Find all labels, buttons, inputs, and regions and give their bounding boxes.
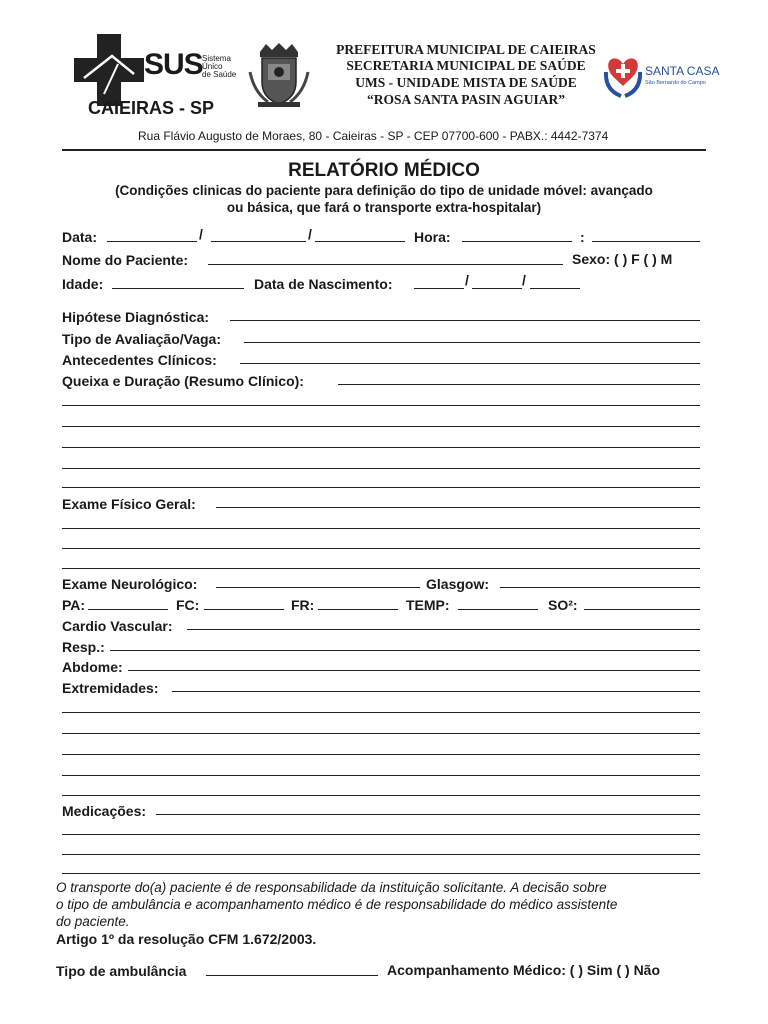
field-exame-fisico-geral[interactable] — [216, 507, 700, 508]
label-temp: TEMP: — [406, 597, 450, 613]
field-antecedentes-clinicos[interactable] — [240, 363, 700, 364]
field-hipotese-diagnostica[interactable] — [230, 320, 700, 321]
label-data-nascimento: Data de Nascimento: — [254, 276, 393, 292]
city-label: CAIEIRAS - SP — [88, 98, 215, 118]
subtitle-line-2: ou básica, que fará o transporte extra-hospitalar) — [226, 200, 542, 215]
hora-colon: : — [580, 229, 585, 245]
queixa-line[interactable] — [62, 487, 700, 488]
slash-4: / — [522, 272, 526, 288]
label-tipo-ambulancia: Tipo de ambulância — [56, 963, 187, 979]
label-hipotese-diagnostica: Hipótese Diagnóstica: — [62, 309, 210, 325]
field-pa[interactable] — [88, 609, 168, 610]
field-nascimento-month[interactable] — [472, 288, 522, 289]
field-idade[interactable] — [112, 288, 244, 289]
label-hora: Hora: — [414, 229, 451, 245]
field-fr[interactable] — [318, 609, 398, 610]
footer-note-line-2: o tipo de ambulância e acompanhamento médico é de responsabilidade do médico assistente — [56, 897, 618, 912]
label-nome-paciente: Nome do Paciente: — [62, 252, 189, 268]
address-line: Rua Flávio Augusto de Moraes, 80 - Caieiras - SP - CEP 07700-600 - PABX.: 4442-7374 — [138, 129, 609, 143]
label-cardio-vascular: Cardio Vascular: — [62, 618, 173, 634]
sus-text: SUS — [144, 48, 203, 81]
label-so2: SO²: — [548, 597, 578, 613]
queixa-line[interactable] — [62, 405, 700, 406]
label-extremidades: Extremidades: — [62, 680, 159, 696]
field-cardio-vascular[interactable] — [187, 629, 700, 630]
field-tipo-avaliacao[interactable] — [244, 342, 700, 343]
municipal-coat-of-arms — [246, 42, 312, 108]
medicacoes-line[interactable] — [62, 854, 700, 855]
field-extremidades[interactable] — [172, 691, 700, 692]
santa-casa-logo — [603, 52, 643, 98]
institution-line-3: UMS - UNIDADE MISTA DE SAÚDE — [355, 75, 577, 90]
artigo-resolucao: Artigo 1º da resolução CFM 1.672/2003. — [56, 931, 317, 947]
institution-line-4: “ROSA SANTA PASIN AGUIAR” — [367, 92, 565, 107]
label-sexo[interactable]: Sexo: ( ) F ( ) M — [572, 251, 673, 267]
label-abdome: Abdome: — [62, 659, 123, 675]
heart-hands-icon — [603, 52, 643, 98]
subtitle-line-1: (Condições clinicas do paciente para definição do tipo de unidade móvel: avançado — [115, 183, 653, 198]
field-medicacoes[interactable] — [156, 814, 700, 815]
label-data: Data: — [62, 229, 98, 245]
field-queixa-duracao[interactable] — [338, 384, 700, 385]
medicacoes-line[interactable] — [62, 834, 700, 835]
label-fc: FC: — [176, 597, 200, 613]
extremidades-line[interactable] — [62, 754, 700, 755]
label-exame-fisico-geral: Exame Físico Geral: — [62, 496, 196, 512]
sus-cross-icon — [74, 34, 144, 106]
field-data-month[interactable] — [211, 241, 306, 242]
label-fr: FR: — [291, 597, 315, 613]
label-queixa-duracao: Queixa e Duração (Resumo Clínico): — [62, 373, 304, 389]
field-tipo-ambulancia[interactable] — [206, 975, 378, 976]
label-medicacoes: Medicações: — [62, 803, 147, 819]
label-acompanhamento-medico[interactable]: Acompanhamento Médico: ( ) Sim ( ) Não — [387, 962, 661, 978]
queixa-line[interactable] — [62, 447, 700, 448]
exame-fisico-line[interactable] — [62, 568, 700, 569]
label-idade: Idade: — [62, 276, 104, 292]
exame-fisico-line[interactable] — [62, 528, 700, 529]
field-fc[interactable] — [204, 609, 284, 610]
queixa-line[interactable] — [62, 426, 700, 427]
santa-casa-sub: São Bernardo do Campo — [645, 80, 706, 86]
field-nascimento-year[interactable] — [530, 288, 580, 289]
sus-sub-3: de Saúde — [202, 70, 237, 79]
footer-note-line-1: O transporte do(a) paciente é de responsabilidade da instituição solicitante. A decisão sobre — [56, 880, 607, 895]
field-data-day[interactable] — [107, 241, 197, 242]
extremidades-line[interactable] — [62, 775, 700, 776]
field-hora-minute[interactable] — [592, 241, 700, 242]
field-data-year[interactable] — [315, 241, 405, 242]
exame-fisico-line[interactable] — [62, 548, 700, 549]
label-tipo-avaliacao: Tipo de Avaliação/Vaga: — [62, 331, 221, 347]
label-pa: PA: — [62, 597, 86, 613]
extremidades-line[interactable] — [62, 712, 700, 713]
field-so2[interactable] — [584, 609, 700, 610]
slash-2: / — [308, 226, 312, 242]
slash-1: / — [199, 226, 203, 242]
field-hora-hour[interactable] — [462, 241, 572, 242]
field-nascimento-day[interactable] — [414, 288, 464, 289]
field-exame-neurologico[interactable] — [216, 587, 420, 588]
queixa-line[interactable] — [62, 468, 700, 469]
label-exame-neurologico: Exame Neurológico: — [62, 576, 198, 592]
extremidades-line[interactable] — [62, 795, 700, 796]
label-glasgow: Glasgow: — [426, 576, 490, 592]
slash-3: / — [465, 272, 469, 288]
footer-note-line-3: do paciente. — [56, 914, 130, 929]
sus-sub-1: Sistema — [202, 54, 231, 63]
institution-line-1: PREFEITURA MUNICIPAL DE CAIEIRAS — [336, 42, 596, 57]
extremidades-line[interactable] — [62, 733, 700, 734]
field-nome-paciente[interactable] — [208, 264, 563, 265]
header-divider — [62, 149, 706, 151]
institution-line-2: SECRETARIA MUNICIPAL DE SAÚDE — [346, 58, 586, 73]
page-title: RELATÓRIO MÉDICO — [288, 160, 480, 181]
medicacoes-line[interactable] — [62, 873, 700, 874]
sus-logo — [74, 34, 144, 106]
field-resp[interactable] — [110, 650, 700, 651]
label-antecedentes-clinicos: Antecedentes Clínicos: — [62, 352, 217, 368]
field-glasgow[interactable] — [500, 587, 700, 588]
coat-of-arms-icon — [246, 42, 312, 108]
field-temp[interactable] — [458, 609, 538, 610]
santa-casa-name: SANTA CASA — [645, 64, 720, 78]
label-resp: Resp.: — [62, 639, 105, 655]
sus-sub-2: Único — [202, 62, 223, 71]
field-abdome[interactable] — [128, 670, 700, 671]
